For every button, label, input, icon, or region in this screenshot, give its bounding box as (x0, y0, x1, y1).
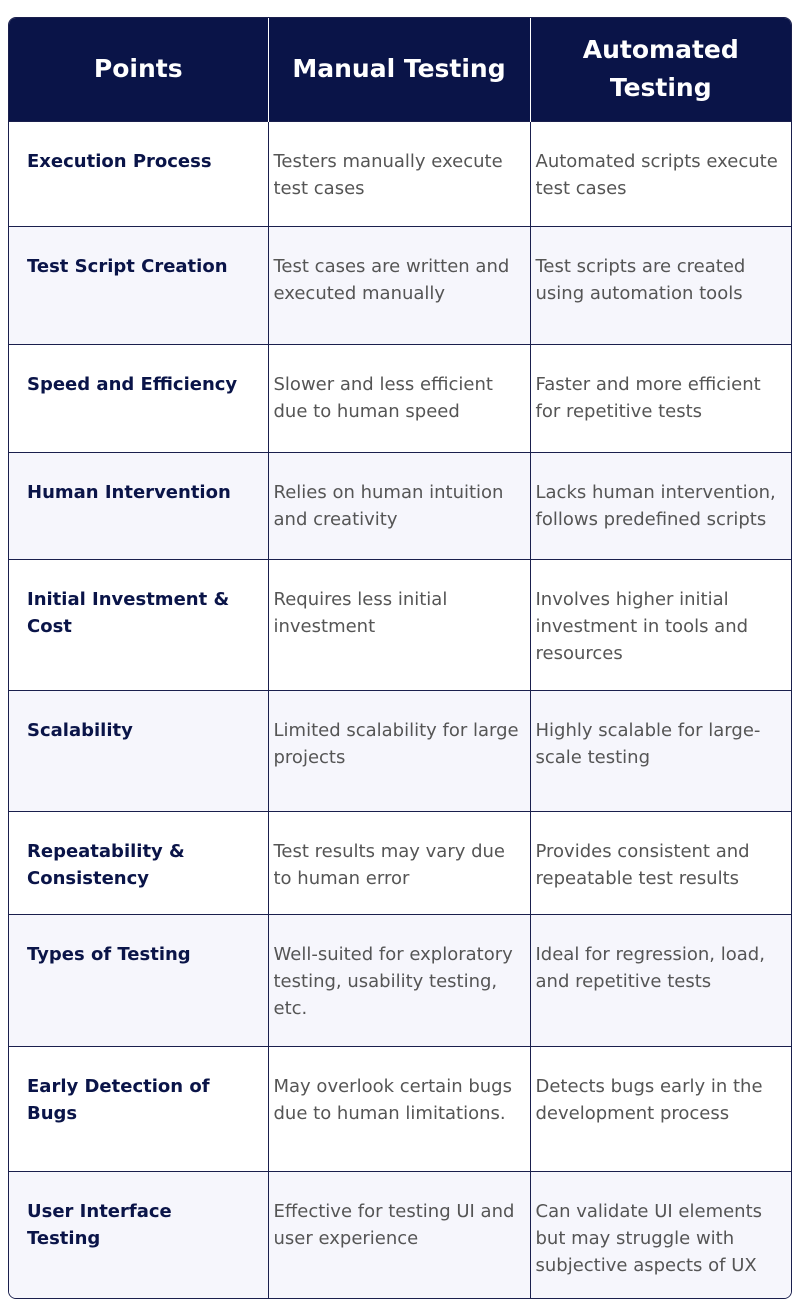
table-body (9, 121, 791, 1298)
cell-point: Early Detection of Bugs (9, 1046, 268, 1171)
cell-point: User Interface Testing (9, 1171, 268, 1298)
table-row (9, 1171, 791, 1298)
cell-point: Test Script Creation (9, 226, 268, 344)
cell-manual: Well-suited for exploratory testing, usability testing, etc. (268, 914, 530, 1046)
cell-automated: Faster and more efficient for repetitive tests (530, 344, 791, 452)
table-row (9, 1046, 791, 1171)
cell-manual: Test cases are written and executed manually (268, 226, 530, 344)
table-row (9, 226, 791, 344)
header-manual-testing: Manual Testing (268, 18, 530, 121)
comparison-table-container (8, 17, 792, 1299)
cell-point: Repeatability & Consistency (9, 811, 268, 914)
cell-manual: Limited scalability for large projects (268, 690, 530, 811)
cell-point: Human Intervention (9, 452, 268, 559)
cell-point: Types of Testing (9, 914, 268, 1046)
cell-point: Speed and Efficiency (9, 344, 268, 452)
cell-manual: Requires less initial investment (268, 559, 530, 690)
header-points: Points (9, 18, 268, 121)
table-row (9, 914, 791, 1046)
cell-automated: Ideal for regression, load, and repetitive tests (530, 914, 791, 1046)
header-automated-testing: Automated Testing (530, 18, 791, 121)
table-row (9, 452, 791, 559)
cell-manual: Relies on human intuition and creativity (268, 452, 530, 559)
table-row (9, 344, 791, 452)
cell-point: Scalability (9, 690, 268, 811)
cell-automated: Provides consistent and repeatable test results (530, 811, 791, 914)
cell-manual: Slower and less efficient due to human speed (268, 344, 530, 452)
cell-automated: Can validate UI elements but may struggle with subjective aspects of UX (530, 1171, 791, 1298)
cell-automated: Lacks human intervention, follows predefined scripts (530, 452, 791, 559)
cell-automated: Involves higher initial investment in tools and resources (530, 559, 791, 690)
cell-manual: May overlook certain bugs due to human limitations. (268, 1046, 530, 1171)
cell-automated: Test scripts are created using automation tools (530, 226, 791, 344)
cell-manual: Testers manually execute test cases (268, 121, 530, 226)
table-header (9, 18, 791, 121)
table-row (9, 559, 791, 690)
cell-automated: Highly scalable for large-scale testing (530, 690, 791, 811)
cell-point: Execution Process (9, 121, 268, 226)
comparison-table (9, 18, 791, 1298)
cell-manual: Test results may vary due to human error (268, 811, 530, 914)
header-row (9, 18, 791, 121)
cell-automated: Detects bugs early in the development process (530, 1046, 791, 1171)
table-row (9, 121, 791, 226)
cell-manual: Effective for testing UI and user experience (268, 1171, 530, 1298)
cell-automated: Automated scripts execute test cases (530, 121, 791, 226)
cell-point: Initial Investment & Cost (9, 559, 268, 690)
table-row (9, 690, 791, 811)
table-row (9, 811, 791, 914)
